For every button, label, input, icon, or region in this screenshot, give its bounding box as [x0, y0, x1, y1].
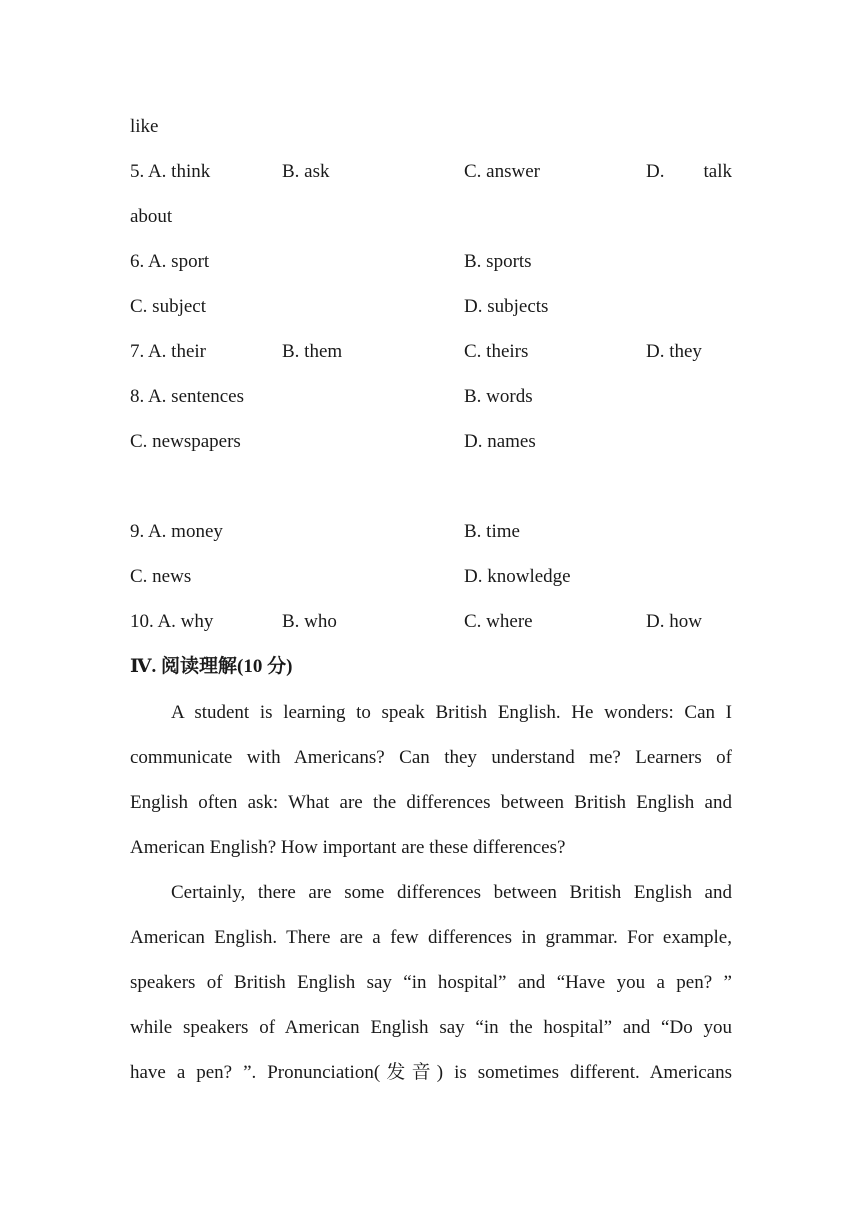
- option-d: D. knowledge: [464, 566, 571, 587]
- option-a: 9. A. money: [130, 521, 223, 542]
- option-c: C. news: [130, 566, 192, 587]
- option-c: C. where: [464, 611, 533, 632]
- option-b: B. sports: [464, 251, 532, 272]
- section-heading: [130, 652, 732, 682]
- option-a: 10. A. why: [130, 611, 214, 632]
- option-d: D. how: [646, 611, 702, 632]
- passage-line: American English? How important are these differences?: [130, 837, 566, 858]
- option-continuation: [130, 112, 732, 142]
- passage-line: communicate with Americans? Can they understand me? Learners of: [130, 747, 732, 768]
- option-b: B. time: [464, 521, 520, 542]
- passage-line: have a pen? ”. Pronunciation(发音) is sometimes different. Americans: [130, 1062, 732, 1083]
- option-text: about: [130, 206, 173, 227]
- passage-line: English often ask: What are the differences between British English and: [130, 792, 732, 813]
- passage-line: while speakers of American English say “in the hospital” and “Do you: [130, 1017, 732, 1038]
- passage-line: speakers of British English say “in hospital” and “Have you a pen? ”: [130, 972, 732, 993]
- question-8-row-2: [130, 427, 732, 457]
- question-6-row-1: [130, 247, 732, 277]
- option-d: D. subjects: [464, 296, 549, 317]
- option-d-word: talk: [703, 161, 732, 182]
- option-b: B. words: [464, 386, 533, 407]
- question-9-row-1: [130, 517, 732, 547]
- option-d-letter: D.: [646, 161, 665, 182]
- question-6-row-2: [130, 292, 732, 322]
- option-continuation: [130, 202, 732, 232]
- section-title: Ⅳ. 阅读理解(10 分): [130, 656, 293, 677]
- option-d: D. names: [464, 431, 536, 452]
- question-8-row-1: [130, 382, 732, 412]
- passage-line: A student is learning to speak British English. He wonders: Can I: [171, 702, 732, 723]
- passage-line: Certainly, there are some differences between British English and: [171, 882, 732, 903]
- option-c: C. answer: [464, 161, 540, 182]
- option-b: B. them: [282, 341, 343, 362]
- option-b: B. ask: [282, 161, 330, 182]
- option-d: [646, 157, 732, 187]
- option-c: C. newspapers: [130, 431, 241, 452]
- question-9-row-2: [130, 562, 732, 592]
- question-5-options: [130, 157, 732, 187]
- option-text: like: [130, 116, 159, 137]
- option-a: 8. A. sentences: [130, 386, 244, 407]
- option-a: 5. A. think: [130, 161, 211, 182]
- option-c: C. theirs: [464, 341, 529, 362]
- option-d: D. they: [646, 341, 702, 362]
- question-7-options: [130, 337, 732, 367]
- question-10-options: [130, 607, 732, 637]
- option-a: 6. A. sport: [130, 251, 210, 272]
- option-a: 7. A. their: [130, 341, 206, 362]
- option-c: C. subject: [130, 296, 206, 317]
- option-b: B. who: [282, 611, 337, 632]
- passage-line: American English. There are a few differences in grammar. For example,: [130, 927, 732, 948]
